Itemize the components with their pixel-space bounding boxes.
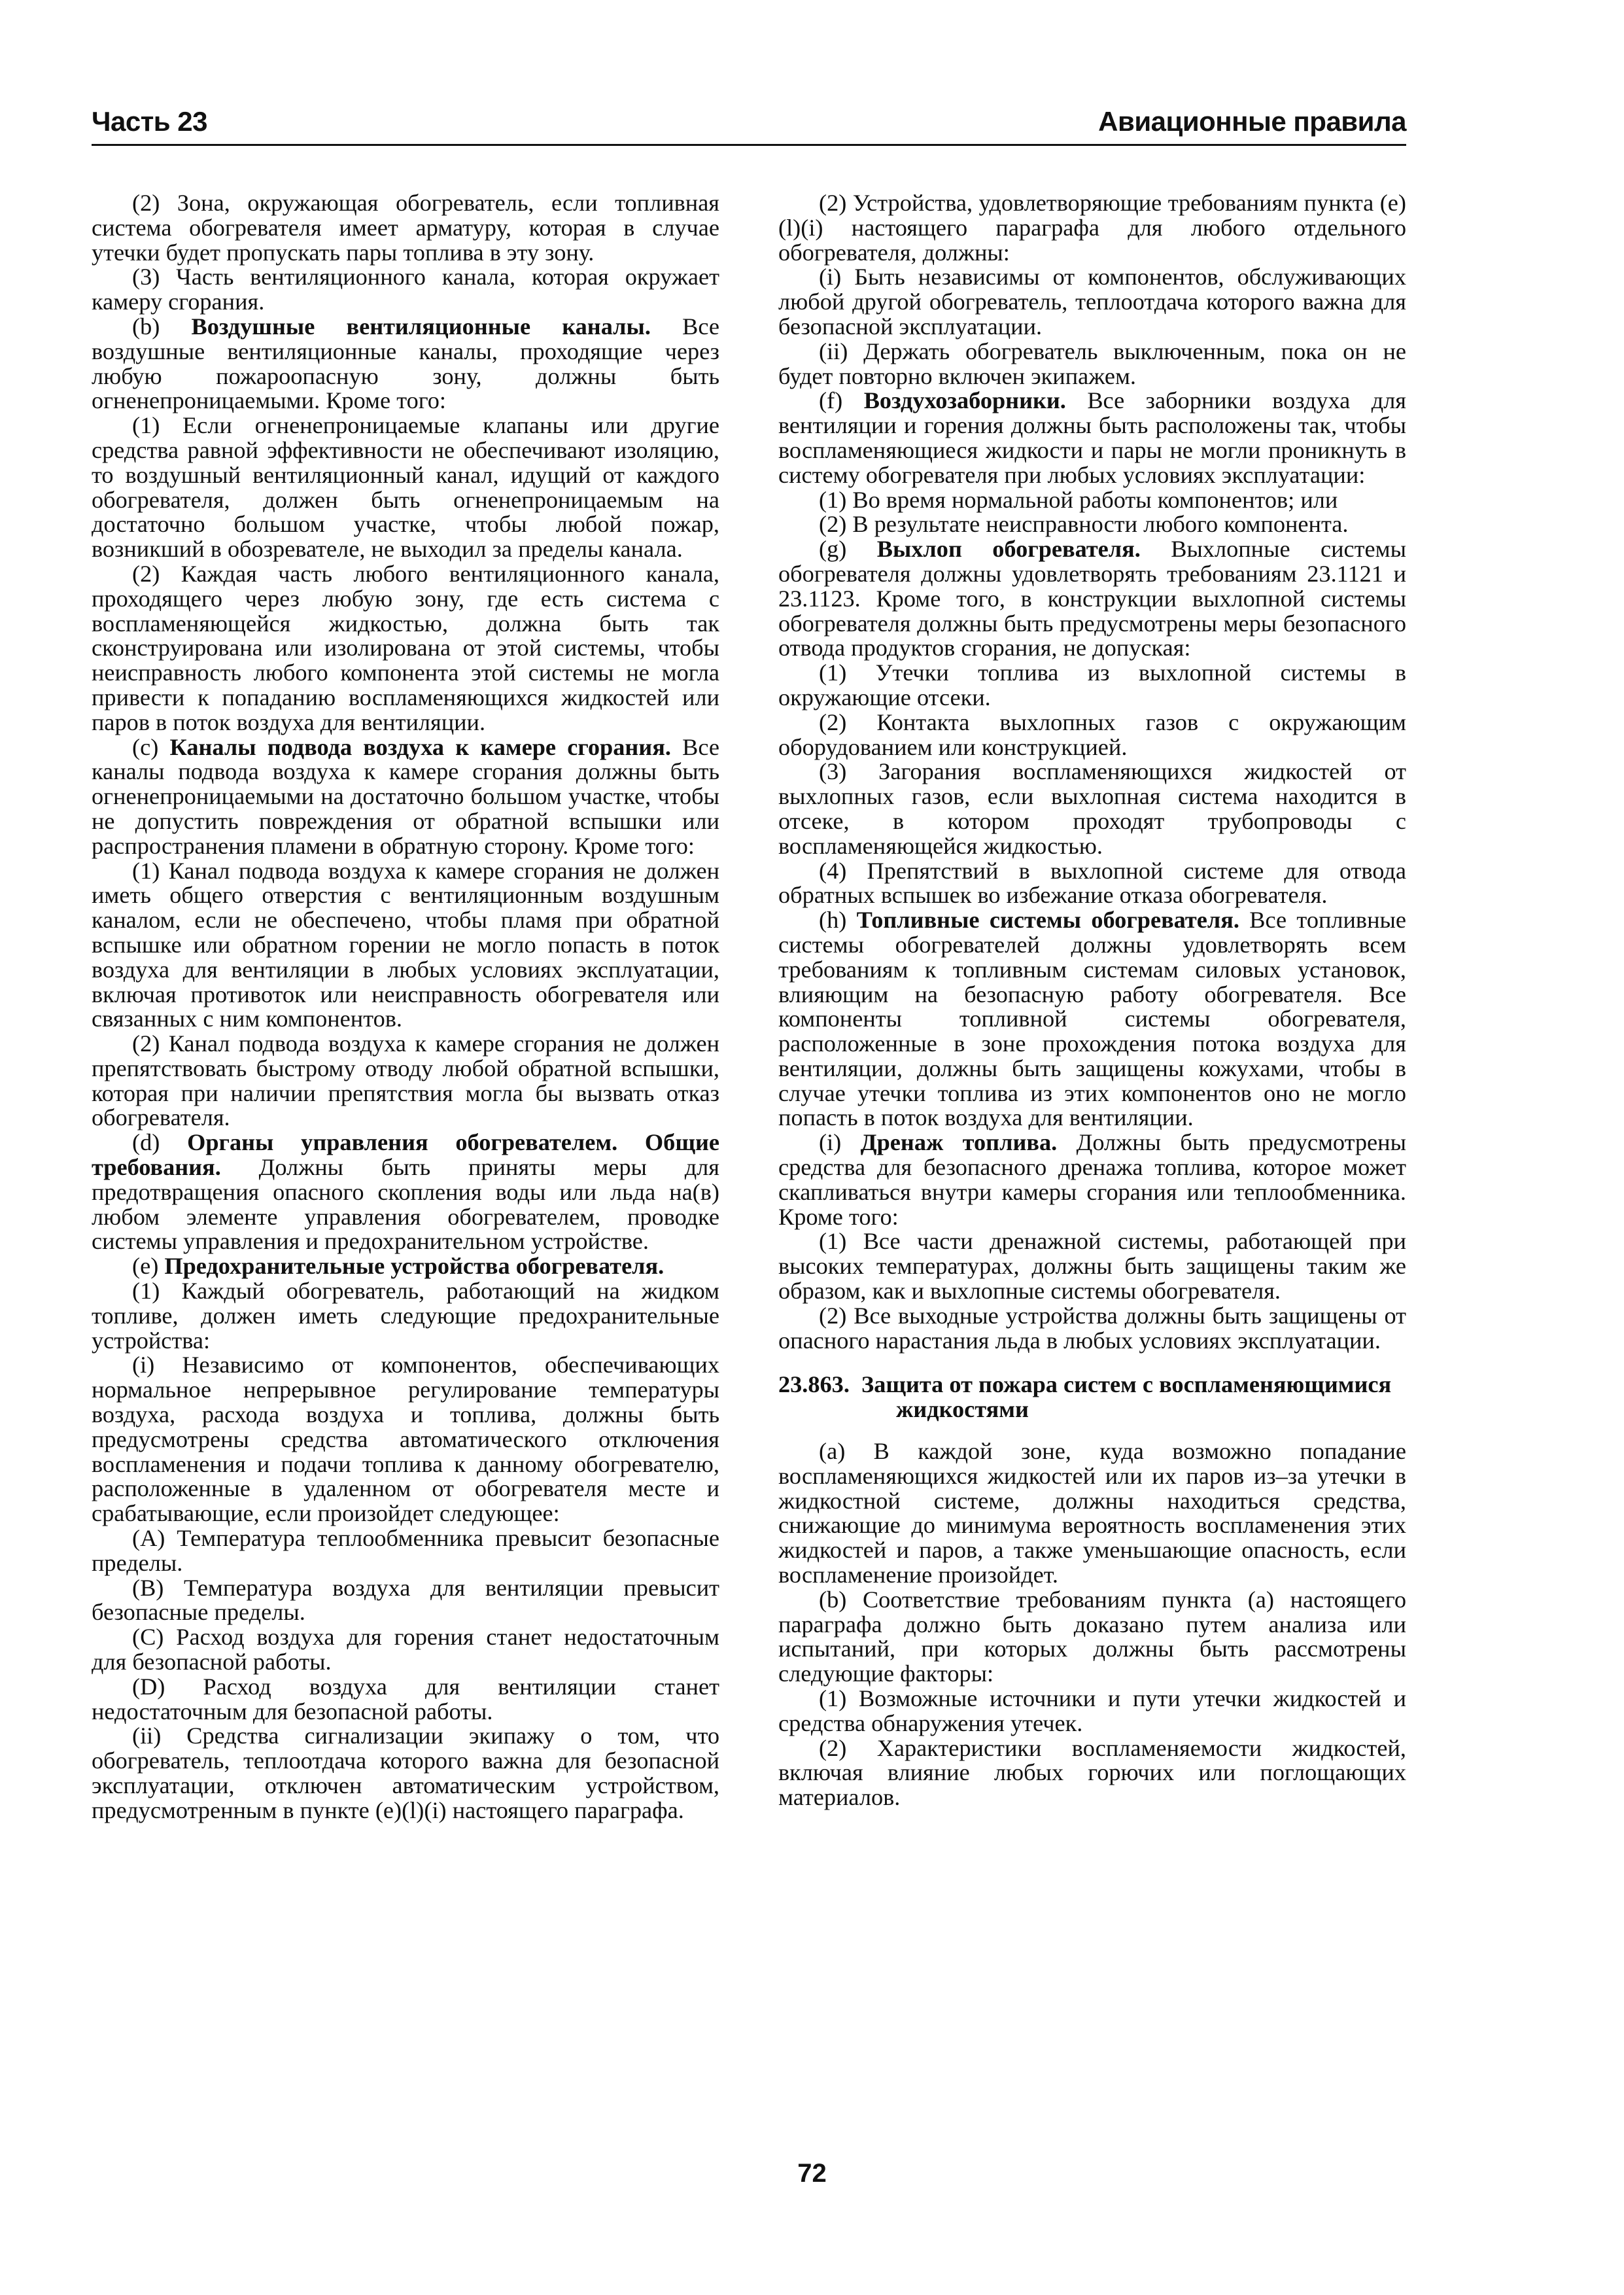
header-document-title: Авиационные правила bbox=[1098, 106, 1406, 137]
paragraph: (3) Часть вентиляционного канала, которая окружает камеру сгорания. bbox=[92, 264, 719, 315]
paragraph-heading: Предохранительные устройства обогревателя. bbox=[164, 1253, 665, 1280]
paragraph: (2) Канал подвода воздуха к камере сгорания не должен препятствовать быстрому отводу любой обратной вспышки, которая при наличии препятствия могла бы вызвать отказ обогревателя. bbox=[92, 1030, 719, 1131]
section-number: 23.863. bbox=[778, 1371, 850, 1398]
paragraph-heading: Воздушные вентиляционные каналы. bbox=[191, 313, 651, 340]
section-title: Защита от пожара систем с воспламеняющимися жидкостями bbox=[861, 1371, 1392, 1423]
paragraph: (2) Устройства, удовлетворяющие требованиям пункта (e)(l)(i) настоящего параграфа для любого отдельного обогревателя, должны: bbox=[778, 190, 1406, 266]
paragraph: (i) Независимо от компонентов, обеспечивающих нормальное непрерывное регулирование температуры воздуха, расхода воздуха и топлива, должны быть предусмотрены средства автоматического отключения воспламенения и подачи топлива к данному обогревателю, расположенные в удаленном от обогревателя месте и срабатывающие, если произойдет следующее: bbox=[92, 1352, 719, 1527]
paragraph: (1) Во время нормальной работы компонентов; или bbox=[819, 486, 1338, 513]
paragraph: (1) Утечки топлива из выхлопной системы в окружающие отсеки. bbox=[778, 659, 1406, 710]
right-column bbox=[778, 191, 1406, 1810]
paragraph: (2) Контакта выхлопных газов с окружающим оборудованием или конструкцией. bbox=[778, 709, 1406, 760]
paragraph: (1) Все части дренажной системы, работающей при высоких температурах, должны быть защищены таким же образом, как и выхлопные системы обогревателя. bbox=[778, 1228, 1406, 1305]
paragraph: (A) Температура теплообменника превысит безопасные пределы. bbox=[92, 1525, 719, 1576]
page-header bbox=[92, 98, 1406, 146]
paragraph: (i) Дренаж топлива. Должны быть предусмотрены средства для безопасного дренажа топлива, которое может скапливаться внутри камеры сгорания или теплообменника. Кроме того: bbox=[778, 1129, 1406, 1230]
section-heading bbox=[778, 1373, 1406, 1422]
paragraph: (b) Воздушные вентиляционные каналы. Все воздушные вентиляционные каналы, проходящие через любую пожароопасную зону, должны быть огненепроницаемыми. Кроме того: bbox=[92, 313, 719, 414]
paragraph-heading: Воздухозаборники. bbox=[863, 387, 1066, 414]
page-number: 72 bbox=[797, 2159, 827, 2188]
paragraph: (g) Выхлоп обогревателя. Выхлопные системы обогревателя должны удовлетворять требованиям 23.1121 и 23.1123. Кроме того, в конструкции выхлопной системы обогревателя должны быть предусмотрены меры безопасного отвода продуктов сгорания, не допуская: bbox=[778, 536, 1406, 661]
paragraph: (a) В каждой зоне, куда возможно попадание воспламеняющихся жидкостей или их паров из–за утечки в жидкостной системе, должны находиться средства, снижающие до минимума вероятность воспламенения этих жидкостей и паров, а также уменьшающие опасность, если воспламенение произойдет. bbox=[778, 1438, 1406, 1588]
paragraph-heading: Выхлоп обогревателя. bbox=[876, 536, 1141, 563]
paragraph: (e) Предохранительные устройства обогревателя. bbox=[132, 1253, 665, 1280]
left-column bbox=[92, 191, 719, 1823]
paragraph-heading: Каналы подвода воздуха к камере сгорания. bbox=[169, 733, 671, 760]
paragraph: (1) Каждый обогреватель, работающий на жидком топливе, должен иметь следующие предохранительные устройства: bbox=[92, 1278, 719, 1354]
paragraph: (2) Каждая часть любого вентиляционного канала, проходящего через любую зону, где есть система с воспламеняющейся жидкостью, должна быть так сконструирована или изолирована от этой системы, чтобы неисправность любого компонента этой системы не могла привести к попаданию воспламеняющихся жидкостей или паров в поток воздуха для вентиляции. bbox=[92, 560, 719, 735]
paragraph: (D) Расход воздуха для вентиляции станет недостаточным для безопасной работы. bbox=[92, 1673, 719, 1725]
paragraph: (b) Соответствие требованиям пункта (a) настоящего параграфа должно быть доказано путем анализа или испытаний, при которых должны быть рассмотрены следующие факторы: bbox=[778, 1586, 1406, 1687]
paragraph: (4) Препятствий в выхлопной системе для отвода обратных вспышек во избежание отказа обогревателя. bbox=[778, 857, 1406, 909]
paragraph: (B) Температура воздуха для вентиляции превысит безопасные пределы. bbox=[92, 1574, 719, 1626]
paragraph: (2) В результате неисправности любого компонента. bbox=[819, 511, 1349, 538]
paragraph: (3) Загорания воспламеняющихся жидкостей от выхлопных газов, если выхлопная система находится в отсеке, в котором проходят трубопроводы с воспламеняющейся жидкостью. bbox=[778, 758, 1406, 859]
paragraph: (2) Зона, окружающая обогреватель, если топливная система обогревателя имеет арматуру, которая в случае утечки будет пропускать пары топлива в эту зону. bbox=[92, 190, 719, 266]
header-part-label: Часть 23 bbox=[92, 106, 208, 137]
paragraph: (c) Каналы подвода воздуха к камере сгорания. Все каналы подвода воздуха к камере сгорания должны быть огненепроницаемыми на достаточно большом участке, чтобы не допустить повреждения от обратной вспышки или распространения пламени в обратную сторону. Кроме того: bbox=[92, 733, 719, 859]
paragraph: (2) Характеристики воспламеняемости жидкостей, включая влияние любых горючих или поглощающих материалов. bbox=[778, 1734, 1406, 1811]
paragraph-heading: Топливные системы обогревателя. bbox=[856, 907, 1239, 934]
paragraph: (ii) Средства сигнализации экипажу о том, что обогреватель, теплоотдача которого важна для безопасной эксплуатации, отключен автоматическим устройством, предусмотренным в пункте (e)(l)(i) настоящего параграфа. bbox=[92, 1723, 719, 1823]
paragraph: (f) Воздухозаборники. Все заборники воздуха для вентиляции и горения должны быть расположены так, чтобы воспламеняющиеся жидкости и пары не могли проникнуть в систему обогревателя при любых условиях эксплуатации: bbox=[778, 387, 1406, 488]
paragraph: (2) Все выходные устройства должны быть защищены от опасного нарастания льда в любых условиях эксплуатации. bbox=[778, 1302, 1406, 1354]
paragraph: (i) Быть независимы от компонентов, обслуживающих любой другой обогреватель, теплоотдача которого важна для безопасной эксплуатации. bbox=[778, 264, 1406, 340]
paragraph: (1) Канал подвода воздуха к камере сгорания не должен иметь общего отверстия с вентиляционным воздушным каналом, если не обеспечено, чтобы пламя при обратной вспышке или обратном горении не могло попасть в поток воздуха для вентиляции в любых условиях эксплуатации, включая противоток или неисправность обогревателя или связанных с ним компонентов. bbox=[92, 857, 719, 1032]
paragraph-heading: Органы управления обогревателем. Общие требования. bbox=[92, 1129, 719, 1181]
paragraph: (h) Топливные системы обогревателя. Все топливные системы обогревателей должны удовлетворять всем требованиям к топливным системам силовых установок, влияющим на безопасную работу обогревателя. Все компоненты топливной системы обогревателя, расположенные в зоне прохождения потока воздуха для вентиляции, должны быть защищены кожухами, чтобы в случае утечки топлива из этих компонентов оно не могло попасть в поток воздуха для вентиляции. bbox=[778, 907, 1406, 1131]
paragraph-heading: Дренаж топлива. bbox=[860, 1129, 1058, 1156]
paragraph: (1) Возможные источники и пути утечки жидкостей и средства обнаружения утечек. bbox=[778, 1685, 1406, 1736]
paragraph: (d) Органы управления обогревателем. Общие требования. Должны быть приняты меры для предотвращения опасного скопления воды или льда на(в) любом элементе управления обогревателем, проводке системы управления и предохранительном устройстве. bbox=[92, 1129, 719, 1255]
paragraph: (1) Если огненепроницаемые клапаны или другие средства равной эффективности не обеспечивают изоляцию, то воздушный вентиляционный канал, идущий от каждого обогревателя, должен быть огненепроницаемым на достаточно большом участке, чтобы любой пожар, возникший в обозревателе, не выходил за пределы канала. bbox=[92, 412, 719, 563]
paragraph: (ii) Держать обогреватель выключенным, пока он не будет повторно включен экипажем. bbox=[778, 338, 1406, 389]
paragraph: (C) Расход воздуха для горения станет недостаточным для безопасной работы. bbox=[92, 1624, 719, 1675]
